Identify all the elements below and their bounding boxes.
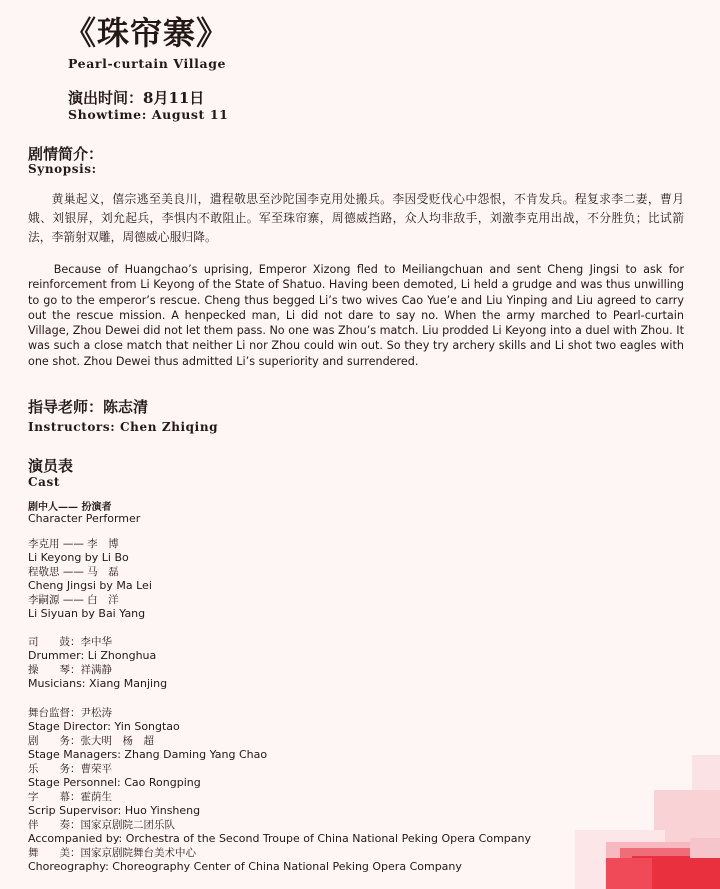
staff-line: 舞 美：国家京剧院舞台美术中心 xyxy=(28,847,196,859)
staff-line: 伴 奏：国家京剧院二团乐队 xyxy=(28,819,175,831)
cast-heading-cn: 演员表 xyxy=(28,457,74,475)
staff-line: Stage Director: Yin Songtao xyxy=(28,720,180,733)
staff-line: 字 幕：霍荫生 xyxy=(28,791,112,803)
musician-line: 操 琴：祥满静 xyxy=(28,664,112,676)
instructors-heading-cn: 指导老师：陈志清 xyxy=(28,398,149,416)
cast-line: 程敬思 —— 马 磊 xyxy=(28,566,119,578)
staff-line: Stage Personnel: Cao Rongping xyxy=(28,776,201,789)
showtime-en: Showtime: August 11 xyxy=(68,107,229,122)
cast-line: 李克用 —— 李 博 xyxy=(28,538,119,550)
staff-line: 乐 务：曹荣平 xyxy=(28,763,112,775)
staff-line: 舞台监督：尹松涛 xyxy=(28,707,112,719)
synopsis-heading-en: Synopsis: xyxy=(28,162,97,176)
staff-line: 剧 务：张大明 杨 超 xyxy=(28,735,154,747)
cast-line: Li Siyuan by Bai Yang xyxy=(28,607,146,620)
cast-line: 李嗣源 —— 白 洋 xyxy=(28,594,119,606)
cast-subheading-cn: 剧中人—— 扮演者 xyxy=(28,502,112,513)
staff-line: Choreography: Choreography Center of China National Peking Opera Company xyxy=(28,860,462,873)
cast-line: Cheng Jingsi by Ma Lei xyxy=(28,579,152,592)
synopsis-heading-cn: 剧情简介： xyxy=(28,145,104,163)
title-cn: 《珠帘寨》 xyxy=(64,14,230,52)
cast-line: Li Keyong by Li Bo xyxy=(28,551,129,564)
cast-heading-en: Cast xyxy=(28,475,61,489)
musician-line: Drummer: Li Zhonghua xyxy=(28,649,157,662)
musician-line: Musicians: Xiang Manjing xyxy=(28,677,168,690)
musician-line: 司 鼓：李中华 xyxy=(28,636,112,648)
showtime-cn: 演出时间：8月11日 xyxy=(68,89,205,107)
staff-line: Scrip Supervisor: Huo Yinsheng xyxy=(28,804,201,817)
synopsis-text-en: Because of Huangchao’s uprising, Emperor Xizong fled to Meiliangchuan and sent Cheng Jingsi to ask for reinforcement from Li Keyong of the State of Shatuo. Having been demoted, Li held a grudge and was thus unwilling to go to the emperor’s rescue. Cheng thus begged Li’s two wives Cao Yue’e and Liu Yinping and Liu agreed to carry out the rescue mission. A henpecked man, Li did not dare to say no. When the army marched to Pearl-curtain Village, Zhou Dewei did not let them pass. No one was Zhou’s match. Liu prodded Li Keyong into a duel with Zhou. It was such a close match that neither Li nor Zhou could win out. So they try archery skills and Li shot two eagles with one shot. Zhou Dewei thus admitted Li’s superiority and surrendered. xyxy=(28,263,684,368)
title-en: Pearl-curtain Village xyxy=(68,56,227,71)
staff-line: Stage Managers: Zhang Daming Yang Chao xyxy=(28,748,268,761)
synopsis-text-cn: 黄巢起义，僖宗逃至美良川，遣程敬思至沙陀国李克用处搬兵。李因受贬伐心中怨恨，不肯发兵。程复求李二妻，曹月娥、刘银屏，刘允起兵，李惧内不敢阻止。军至珠帘寨，周德威挡路，众人均非敌手，刘激李克用出战，不分胜负；比试箭法，李箭射双雕，周德威心服归降。 xyxy=(28,192,684,244)
cast-subheading-en: Character Performer xyxy=(28,512,141,525)
staff-line: Accompanied by: Orchestra of the Second Troupe of China National Peking Opera Company xyxy=(28,832,531,845)
instructors-heading-en: Instructors: Chen Zhiqing xyxy=(28,420,219,434)
